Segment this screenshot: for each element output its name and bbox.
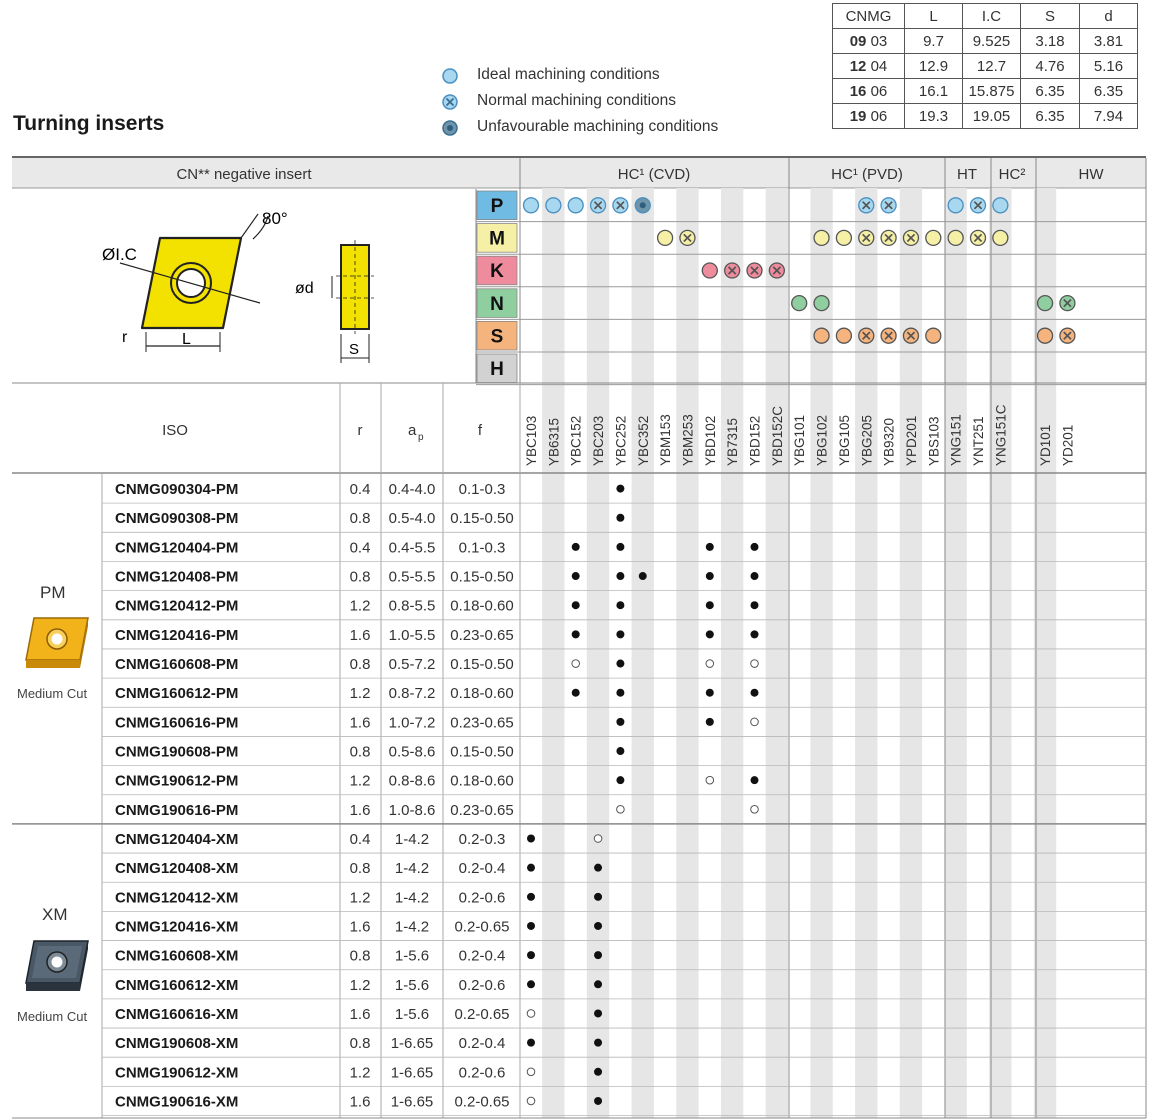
recommended-mark	[616, 543, 624, 551]
recommended-mark	[639, 572, 647, 580]
recommended-mark	[751, 630, 759, 638]
optional-mark	[617, 806, 625, 814]
ap-value: 0.4-4.0	[388, 481, 436, 499]
suitability-mark-ideal	[702, 263, 717, 278]
dim-header-s: S	[1021, 4, 1080, 29]
dim-code-thickness: 06	[870, 82, 888, 100]
recommended-mark	[616, 660, 624, 668]
ap-value: 1-5.6	[394, 947, 430, 965]
radius-value: 0.8	[349, 568, 371, 586]
optional-mark	[751, 718, 759, 726]
material-p-label: P	[490, 196, 504, 217]
dim-d: 6.35	[1080, 79, 1138, 104]
recommended-mark	[572, 630, 580, 638]
recommended-mark	[751, 572, 759, 580]
grade-label-ybd152: YBD152	[747, 415, 763, 466]
iso-code: CNMG190612-PM	[115, 772, 239, 790]
ap-value: 1.0-7.2	[388, 714, 436, 732]
feed-value: 0.1-0.3	[458, 539, 506, 557]
ap-value: 1-4.2	[394, 889, 430, 907]
grade-label-ybd102: YBD102	[702, 415, 718, 466]
recommended-mark	[572, 572, 580, 580]
grade-label-ybc203: YBC203	[591, 415, 607, 466]
recommended-mark	[706, 630, 714, 638]
recommended-mark	[616, 718, 624, 726]
grade-label-ybg101: YBG101	[792, 414, 808, 466]
ap-value: 0.5-5.5	[388, 568, 436, 586]
suitability-mark-ideal	[1038, 328, 1053, 343]
optional-mark	[706, 660, 714, 668]
recommended-mark	[572, 689, 580, 697]
recommended-mark	[616, 689, 624, 697]
ap-subscript: p	[418, 432, 424, 443]
radius-value: 1.2	[349, 976, 371, 994]
grade-column-stripe	[810, 188, 832, 1118]
grade-label-ypd201: YPD201	[903, 415, 919, 466]
grade-label-yng151: YNG151	[948, 414, 964, 466]
radius-value: 1.2	[349, 685, 371, 703]
recommended-mark	[594, 951, 602, 959]
ap-value: 1-6.65	[390, 1093, 434, 1111]
optional-mark	[751, 660, 759, 668]
dim-header-cnmg: CNMG	[833, 4, 905, 29]
feed-value: 0.2-0.65	[454, 1093, 510, 1111]
iso-code: CNMG120404-PM	[115, 539, 239, 557]
suitability-mark-ideal	[926, 230, 941, 245]
recommended-mark	[751, 776, 759, 784]
feed-value: 0.23-0.65	[450, 801, 514, 819]
recommended-mark	[594, 922, 602, 930]
recommended-mark	[594, 864, 602, 872]
recommended-mark	[706, 572, 714, 580]
iso-code: CNMG120416-PM	[115, 626, 239, 644]
iso-code: CNMG090308-PM	[115, 510, 239, 528]
suitability-mark-ideal	[546, 198, 561, 213]
suitability-mark-ideal	[993, 198, 1008, 213]
recommended-mark	[527, 864, 535, 872]
ap-value: 1.0-8.6	[388, 801, 436, 819]
iso-code: CNMG120404-XM	[115, 831, 239, 848]
recommended-mark	[527, 951, 535, 959]
group-label: HW	[1078, 166, 1104, 183]
grade-label-yb7315: YB7315	[725, 417, 741, 466]
optional-mark	[706, 776, 714, 784]
pm-insert-image	[22, 612, 94, 674]
dim-code-size: 19	[849, 107, 867, 125]
length-label: L	[182, 331, 191, 348]
legend-ideal-label: Ideal machining conditions	[477, 66, 660, 83]
recommended-mark	[751, 601, 759, 609]
dim-s: 4.76	[1021, 54, 1080, 79]
radius-value: 1.6	[349, 918, 371, 936]
ap-value: 1.0-5.5	[388, 626, 436, 644]
radius-value: 0.4	[349, 831, 371, 848]
grade-label-ybc152: YBC152	[568, 415, 584, 466]
radius-value: 1.6	[349, 714, 371, 732]
ap-value: 0.5-8.6	[388, 743, 436, 761]
grade-column-stripe	[989, 188, 1011, 1118]
feed-value: 0.18-0.60	[450, 685, 514, 703]
ap-value: 1-5.6	[394, 1005, 430, 1023]
recommended-mark	[572, 543, 580, 551]
radius-value: 0.4	[349, 481, 371, 499]
suitability-mark-ideal	[814, 296, 829, 311]
iso-code: CNMG190612-XM	[115, 1064, 239, 1082]
iso-code: CNMG160616-XM	[115, 1005, 239, 1023]
grade-column-stripe	[900, 188, 922, 1118]
dim-l: 16.1	[905, 79, 963, 104]
grade-label-ybc352: YBC352	[635, 415, 651, 466]
dim-d: 5.16	[1080, 54, 1138, 79]
recommended-mark	[751, 543, 759, 551]
recommended-mark	[594, 980, 602, 988]
ap-value: 0.4-5.5	[388, 539, 436, 557]
grade-label-yd201: YD201	[1060, 424, 1076, 466]
ap-value: 1-4.2	[394, 918, 430, 936]
recommended-mark	[616, 776, 624, 784]
recommended-mark	[594, 1009, 602, 1017]
recommended-mark	[706, 718, 714, 726]
dim-header-d: d	[1080, 4, 1138, 29]
suitability-mark-ideal	[1038, 296, 1053, 311]
dim-header-l: L	[905, 4, 963, 29]
radius-value: 1.2	[349, 1064, 371, 1082]
ap-value: 0.5-7.2	[388, 656, 436, 674]
grade-label-yb6315: YB6315	[546, 417, 562, 466]
xm-section-label: XM	[42, 905, 68, 924]
suitability-mark-ideal	[926, 328, 941, 343]
suitability-mark-ideal	[836, 230, 851, 245]
group-label: HC¹ (PVD)	[831, 166, 903, 183]
grade-label-yb9320: YB9320	[881, 417, 897, 466]
suitability-mark-ideal	[524, 198, 539, 213]
dim-s: 6.35	[1021, 104, 1080, 129]
recommended-mark	[594, 1039, 602, 1047]
ap-value: 1-6.65	[390, 1035, 434, 1053]
grade-label-ybm253: YBM253	[680, 414, 696, 466]
radius-value: 0.8	[349, 510, 371, 528]
radius-value: 0.8	[349, 860, 371, 878]
radius-value: 0.8	[349, 743, 371, 761]
grade-column-stripe	[676, 188, 698, 1118]
recommended-mark	[527, 893, 535, 901]
feed-value: 0.15-0.50	[450, 743, 514, 761]
material-n-label: N	[490, 293, 504, 315]
grade-column-stripe	[944, 188, 966, 1118]
dim-l: 9.7	[905, 29, 963, 54]
iso-code: CNMG190616-PM	[115, 801, 239, 819]
iso-code: CNMG090304-PM	[115, 481, 239, 499]
feed-value: 0.2-0.4	[458, 947, 506, 965]
suitability-mark-ideal	[836, 328, 851, 343]
feed-value: 0.2-0.4	[458, 860, 506, 878]
page-title: Turning inserts	[13, 112, 165, 135]
iso-code: CNMG120408-XM	[115, 860, 239, 878]
radius-value: 1.2	[349, 889, 371, 907]
optional-mark	[527, 1097, 535, 1105]
radius-value: 0.8	[349, 947, 371, 965]
grade-column-stripe	[855, 188, 877, 1118]
grade-label-ybs103: YBS103	[926, 416, 942, 466]
radius-value: 1.6	[349, 1005, 371, 1023]
ap-value: 0.5-4.0	[388, 510, 436, 528]
recommended-mark	[616, 747, 624, 755]
iso-code: CNMG120412-PM	[115, 597, 239, 615]
recommended-mark	[594, 1068, 602, 1076]
group-label: HC²	[998, 166, 1026, 183]
recommended-mark	[751, 689, 759, 697]
material-m-label: M	[489, 228, 505, 250]
iso-code: CNMG120416-XM	[115, 918, 239, 936]
radius-value: 1.2	[349, 597, 371, 615]
ap-value: 0.8-7.2	[388, 685, 436, 703]
dim-header-ic: I.C	[963, 4, 1021, 29]
feed-value: 0.15-0.50	[450, 656, 514, 674]
suitability-mark-ideal	[993, 230, 1008, 245]
dim-s: 3.18	[1021, 29, 1080, 54]
group-label: HC¹ (CVD)	[617, 166, 691, 183]
grade-column-stripe	[766, 188, 788, 1118]
dim-ic: 15.875	[963, 79, 1021, 104]
dim-code-size: 12	[849, 57, 867, 75]
dim-ic: 12.7	[963, 54, 1021, 79]
recommended-mark	[572, 601, 580, 609]
ap-column-header: a	[408, 422, 417, 439]
recommended-mark	[706, 543, 714, 551]
f-column-header: f	[477, 422, 483, 439]
pm-section-label: PM	[40, 583, 66, 602]
dim-l: 12.9	[905, 54, 963, 79]
suitability-mark-ideal	[568, 198, 583, 213]
legend-normal-label: Normal machining conditions	[477, 92, 677, 109]
suitability-mark-ideal	[814, 230, 829, 245]
feed-value: 0.1-0.3	[458, 481, 506, 499]
iso-code: CNMG160608-PM	[115, 656, 239, 674]
radius-value: 0.4	[349, 539, 371, 557]
iso-code: CNMG190616-XM	[115, 1093, 239, 1111]
iso-code: CNMG160612-XM	[115, 976, 239, 994]
iso-code: CNMG190608-PM	[115, 743, 239, 761]
feed-value: 0.23-0.65	[450, 714, 514, 732]
hole-diameter-label: ød	[295, 280, 314, 297]
unfavourable-dot	[640, 202, 646, 208]
recommended-mark	[594, 1097, 602, 1105]
radius-value: 1.6	[349, 626, 371, 644]
feed-value: 0.2-0.6	[458, 1064, 506, 1082]
dim-l: 19.3	[905, 104, 963, 129]
optional-mark	[572, 660, 580, 668]
insert-diagram	[90, 200, 400, 375]
recommended-mark	[616, 485, 624, 493]
dim-code-size: 16	[849, 82, 867, 100]
optional-mark	[527, 1010, 535, 1018]
recommended-mark	[616, 514, 624, 522]
feed-value: 0.18-0.60	[450, 597, 514, 615]
radius-value: 0.8	[349, 656, 371, 674]
grade-column-stripe	[587, 188, 609, 1118]
dim-code-size: 09	[849, 32, 867, 50]
r-column-header: r	[357, 422, 363, 439]
thickness-label: S	[349, 341, 360, 358]
material-h-label: H	[490, 359, 504, 380]
feed-value: 0.15-0.50	[450, 510, 514, 528]
grade-label-ybg205: YBG205	[859, 414, 875, 466]
radius-label: r	[122, 329, 128, 346]
dim-d: 7.94	[1080, 104, 1138, 129]
iso-code: CNMG120412-XM	[115, 889, 239, 907]
material-s-label: S	[490, 326, 504, 348]
iso-code: CNMG160612-PM	[115, 685, 239, 703]
feed-value: 0.2-0.3	[458, 831, 506, 848]
angle-label: 80°	[262, 209, 288, 228]
recommended-mark	[706, 689, 714, 697]
suitability-mark-ideal	[792, 296, 807, 311]
ap-value: 1-5.6	[394, 976, 430, 994]
iso-code: CNMG190608-XM	[115, 1035, 239, 1053]
dim-code-thickness: 03	[870, 32, 888, 50]
ap-value: 1-6.65	[390, 1064, 434, 1082]
recommended-mark	[616, 601, 624, 609]
grade-label-yd101: YD101	[1038, 424, 1054, 466]
legend-unfavourable-label: Unfavourable machining conditions	[477, 118, 719, 135]
dim-code-thickness: 04	[870, 57, 888, 75]
feed-value: 0.2-0.65	[454, 1005, 510, 1023]
suitability-mark-ideal	[658, 230, 673, 245]
suitability-mark-ideal	[814, 328, 829, 343]
suitability-mark-ideal	[948, 230, 963, 245]
recommended-mark	[527, 922, 535, 930]
group-label: HT	[957, 166, 977, 183]
feed-value: 0.18-0.60	[450, 772, 514, 790]
recommended-mark	[527, 980, 535, 988]
recommended-mark	[616, 572, 624, 580]
feed-value: 0.2-0.6	[458, 976, 506, 994]
grade-label-ybm153: YBM153	[658, 414, 674, 466]
dim-s: 6.35	[1021, 79, 1080, 104]
feed-value: 0.23-0.65	[450, 626, 514, 644]
grade-label-ynt251: YNT251	[971, 416, 986, 466]
iso-code: CNMG160616-PM	[115, 714, 239, 732]
dim-d: 3.81	[1080, 29, 1138, 54]
radius-value: 1.2	[349, 772, 371, 790]
grade-label-ybc103: YBC103	[524, 415, 539, 466]
optional-mark	[527, 1068, 535, 1076]
feed-value: 0.2-0.6	[458, 889, 506, 907]
ap-value: 0.8-5.5	[388, 597, 436, 615]
grade-label-ybd152c: YBD152C	[769, 405, 785, 466]
feed-value: 0.2-0.65	[454, 918, 510, 936]
ic-label: ØI.C	[102, 245, 137, 264]
ap-value: 1-4.2	[394, 860, 430, 878]
grade-label-ybg105: YBG105	[836, 414, 852, 466]
radius-value: 1.6	[349, 1093, 371, 1111]
iso-code: CNMG120408-PM	[115, 568, 239, 586]
optional-mark	[751, 806, 759, 814]
radius-value: 1.6	[349, 801, 371, 819]
recommended-mark	[527, 835, 535, 843]
recommended-mark	[616, 630, 624, 638]
iso-code: CNMG160608-XM	[115, 947, 239, 965]
dim-ic: 19.05	[963, 104, 1021, 129]
grade-column-stripe	[721, 188, 743, 1118]
xm-insert-image	[22, 935, 94, 997]
dim-code-thickness: 06	[870, 107, 888, 125]
feed-value: 0.2-0.4	[458, 1035, 506, 1053]
grade-column-stripe	[542, 188, 564, 1118]
dim-ic: 9.525	[963, 29, 1021, 54]
grade-label-yng151c: YNG151C	[993, 404, 1009, 466]
grade-label-ybg102: YBG102	[814, 414, 830, 466]
grade-column-stripe	[1034, 188, 1056, 1118]
material-k-label: K	[490, 261, 504, 283]
optional-mark	[594, 835, 602, 843]
recommended-mark	[594, 893, 602, 901]
recommended-mark	[527, 1039, 535, 1047]
grade-label-ybc252: YBC252	[613, 415, 629, 466]
radius-value: 0.8	[349, 1035, 371, 1053]
suitability-mark-ideal	[948, 198, 963, 213]
insert-top-view	[120, 214, 268, 352]
feed-value: 0.15-0.50	[450, 568, 514, 586]
xm-caption: Medium Cut	[17, 1009, 88, 1024]
grade-column-stripe	[632, 188, 654, 1118]
insert-header-label: CN** negative insert	[176, 166, 312, 183]
pm-caption: Medium Cut	[17, 686, 88, 701]
iso-column-header: ISO	[162, 422, 188, 439]
ap-value: 0.8-8.6	[388, 772, 436, 790]
ap-value: 1-4.2	[394, 831, 430, 848]
recommended-mark	[706, 601, 714, 609]
